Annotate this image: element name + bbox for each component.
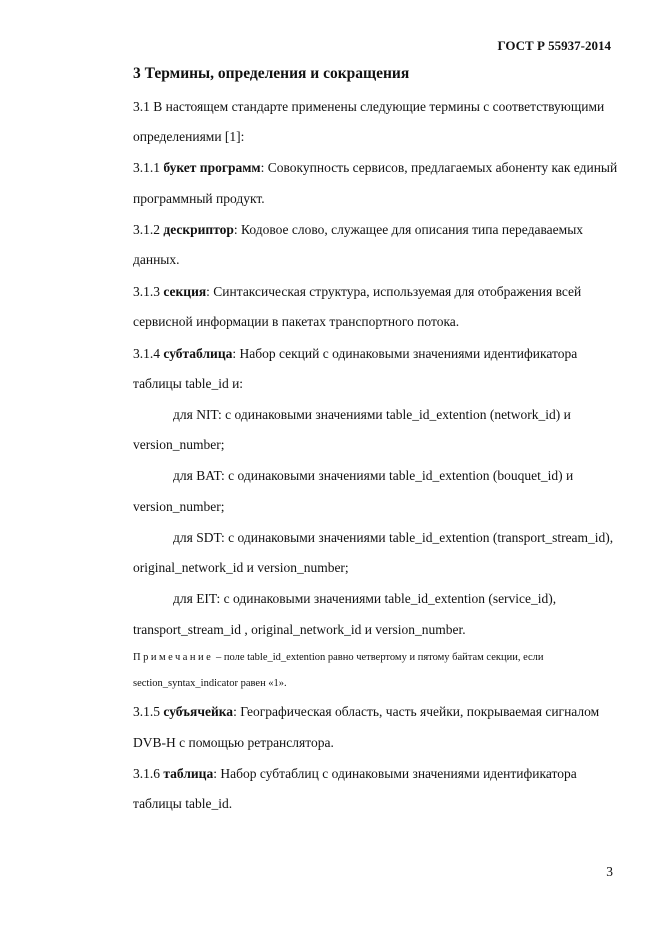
subitem-bat-cont: version_number; — [133, 499, 225, 514]
term-number: 3.1.5 — [133, 704, 164, 719]
intro-line-2: определениями [1]: — [133, 129, 245, 144]
subitem-nit-cont: version_number; — [133, 437, 225, 452]
term-3-1-6 — [133, 766, 577, 782]
term-definition: : Совокупность сервисов, предлагаемых абоненту как единый — [260, 160, 618, 175]
term-name: дескриптор — [163, 222, 234, 237]
page-number: 3 — [606, 864, 613, 879]
subitem-sdt-cont: original_network_id и version_number; — [133, 560, 349, 575]
term-3-1-1 — [133, 160, 617, 176]
intro-line-1: 3.1 В настоящем стандарте применены следующие термины с соответствующими — [133, 99, 605, 114]
term-3-1-2 — [133, 222, 583, 238]
subitem-eit-cont: transport_stream_id , original_network_id и version_number. — [133, 622, 466, 637]
term-name: таблица — [163, 766, 214, 781]
subitem-nit: для NIT: с одинаковыми значениями table_id_extention (network_id) и — [173, 407, 571, 422]
term-definition: : Набор секций с одинаковыми значениями идентификатора — [232, 346, 578, 361]
term-number: 3.1.4 — [133, 346, 164, 361]
term-definition: : Набор субтаблиц с одинаковыми значениями идентификатора — [213, 766, 577, 781]
subitem-eit: для EIT: с одинаковыми значениями table_id_extention (service_id), — [173, 591, 557, 606]
section-title: 3 Термины, определения и сокращения — [133, 65, 410, 82]
term-definition: : Географическая область, часть ячейки, покрываемая сигналом — [233, 704, 600, 719]
term-3-1-3-cont: сервисной информации в пакетах транспортного потока. — [133, 314, 460, 329]
standard-header: ГОСТ Р 55937-2014 — [497, 38, 611, 53]
term-number: 3.1.3 — [133, 284, 164, 299]
term-name: субтаблица — [163, 346, 233, 361]
term-number: 3.1.1 — [133, 160, 164, 175]
note-label: Примечание — [133, 652, 214, 663]
term-number: 3.1.6 — [133, 766, 164, 781]
term-3-1-1-cont: программный продукт. — [133, 191, 265, 206]
subitem-sdt: для SDT: с одинаковыми значениями table_id_extention (transport_stream_id), — [173, 530, 614, 545]
term-number: 3.1.2 — [133, 222, 164, 237]
term-3-1-4 — [133, 346, 577, 362]
term-3-1-5-cont: DVB-H с помощью ретранслятора. — [133, 735, 334, 750]
term-3-1-3 — [133, 284, 581, 300]
note-line-1 — [133, 651, 544, 664]
subitem-bat: для BAT: с одинаковыми значениями table_id_extention (bouquet_id) и — [173, 468, 574, 483]
term-3-1-5 — [133, 704, 599, 720]
term-definition: : Синтаксическая структура, используемая для отображения всей — [206, 284, 582, 299]
term-3-1-6-cont: таблицы table_id. — [133, 796, 233, 811]
term-3-1-4-cont: таблицы table_id и: — [133, 376, 244, 391]
note-line-2: section_syntax_indicator равен «1». — [133, 678, 287, 689]
note-text: – поле table_id_extention равно четвертому и пятому байтам секции, если — [213, 652, 544, 663]
term-name: букет программ — [163, 160, 261, 175]
term-name: субъячейка — [163, 704, 234, 719]
term-definition: : Кодовое слово, служащее для описания типа передаваемых — [233, 222, 584, 237]
term-name: секция — [163, 284, 207, 299]
term-3-1-2-cont: данных. — [133, 252, 180, 267]
